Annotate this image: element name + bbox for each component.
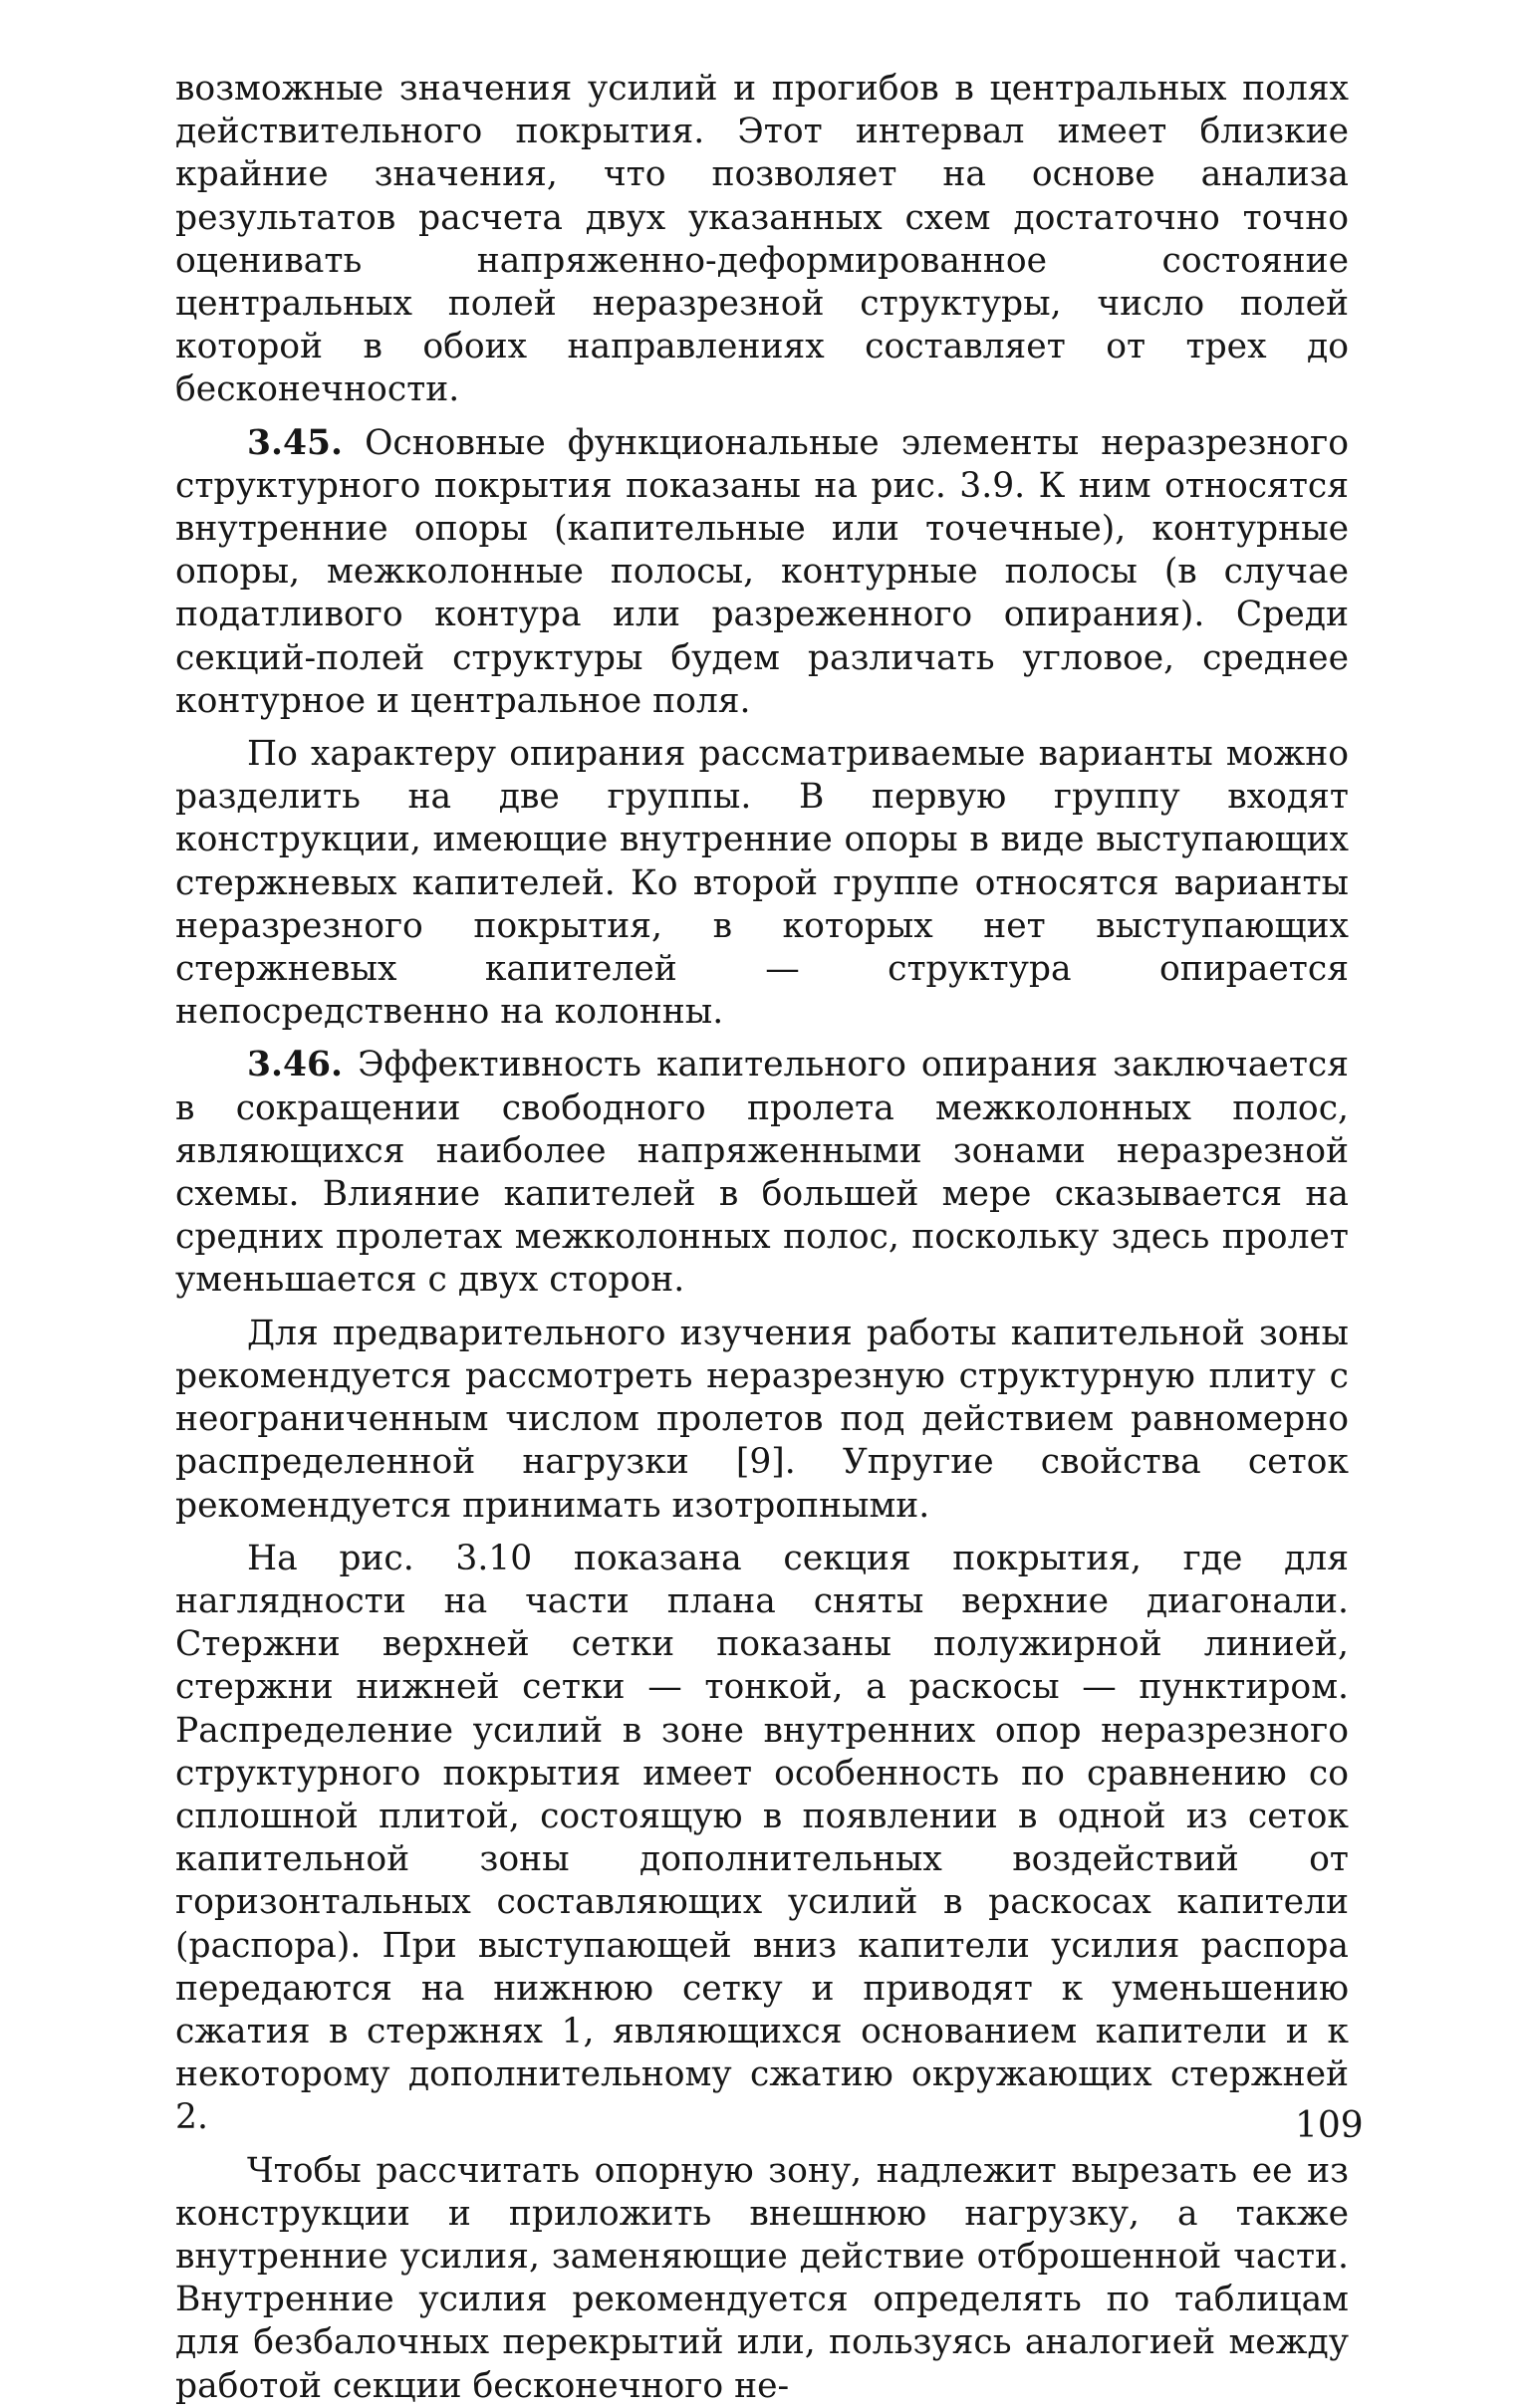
paragraph-text: По характеру опирания рассматриваемые варианты можно разделить на две группы. В первую группу входят конструкции, имеющие внутренние опоры в виде выступающих стержневых капителей. Ко второй группе относятся варианты неразрезного покрытия, в которых нет выступающих стержневых капителей — структура опирается непосредственно на колонны.: [175, 734, 1349, 1033]
page-number: 109: [1295, 2105, 1364, 2146]
paragraph-preliminary-study: [175, 1313, 1349, 1528]
paragraph-support-zone: [175, 2150, 1349, 2408]
paragraph-text: Чтобы рассчитать опорную зону, надлежит вырезать ее из конструкции и приложить внешнюю нагрузку, а также внутренние усилия, заменяющие действие отброшенной части. Внутренние усилия рекомендуется определять по таблицам для безбалочных перекрытий или, пользуясь аналогией между работой секции бесконечного не-: [175, 2150, 1349, 2406]
paragraph-3-45: [175, 422, 1349, 723]
paragraph-number: 3.45.: [247, 422, 344, 463]
paragraph-text: возможные значения усилий и прогибов в центральных полях действительного покрытия. Этот интервал имеет близкие крайние значения, что позволяет на основе анализа результатов расчета двух указанных схем достаточно точно оценивать напряженно-деформированное состояние центральных полей неразрезной структуры, число полей которой в обоих направлениях составляет от трех до бесконечности.: [175, 69, 1349, 410]
paragraph-text: Эффективность капительного опирания заключается в сокращении свободного пролета межколонных полос, являющихся наиболее напряженными зонами неразрезной схемы. Влияние капителей в большей мере сказывается на средних пролетах межколонных полос, поскольку здесь пролет уменьшается с двух сторон.: [175, 1045, 1350, 1301]
paragraph-text: Основные функциональные элементы неразрезного структурного покрытия показаны на рис. 3.9. К ним относятся внутренние опоры (капительные или точечные), контурные опоры, межколонные полосы, контурные полосы (в случае податливого контура или разреженного опирания). Среди секций-полей структуры будем различать угловое, среднее контурное и центральное поля.: [175, 422, 1350, 721]
page-body: [175, 68, 1349, 2408]
paragraph-number: 3.46.: [247, 1045, 344, 1085]
paragraph-3-46: [175, 1044, 1349, 1302]
paragraph-text: На рис. 3.10 показана секция покрытия, где для наглядности на части плана сняты верхние диагонали. Стержни верхней сетки показаны полужирной линией, стержни нижней сетки — тонкой, а раскосы — пунктиром. Распределение усилий в зоне внутренних опор неразрезного структурного покрытия имеет особенность по сравнению со сплошной плитой, состоящую в появлении в одной из сеток капительной зоны дополнительных воздействий от горизонтальных составляющих усилий в раскосах капители (распора). При выступающей вниз капители усилия распора передаются на нижнюю сетку и приводят к уменьшению сжатия в стержнях 1, являющихся основанием капители и к некоторому дополнительному сжатию окружающих стержней 2.: [175, 1538, 1349, 2138]
paragraph-continuation: [175, 68, 1349, 412]
paragraph-support-groups: [175, 733, 1349, 1034]
paragraph-text: Для предварительного изучения работы капительной зоны рекомендуется рассмотреть неразрезную структурную плиту с неограниченным числом пролетов под действием равномерно распределенной нагрузки [9]. Упругие свойства сеток рекомендуется принимать изотропными.: [175, 1313, 1349, 1526]
paragraph-figure-3-10: [175, 1538, 1349, 2140]
